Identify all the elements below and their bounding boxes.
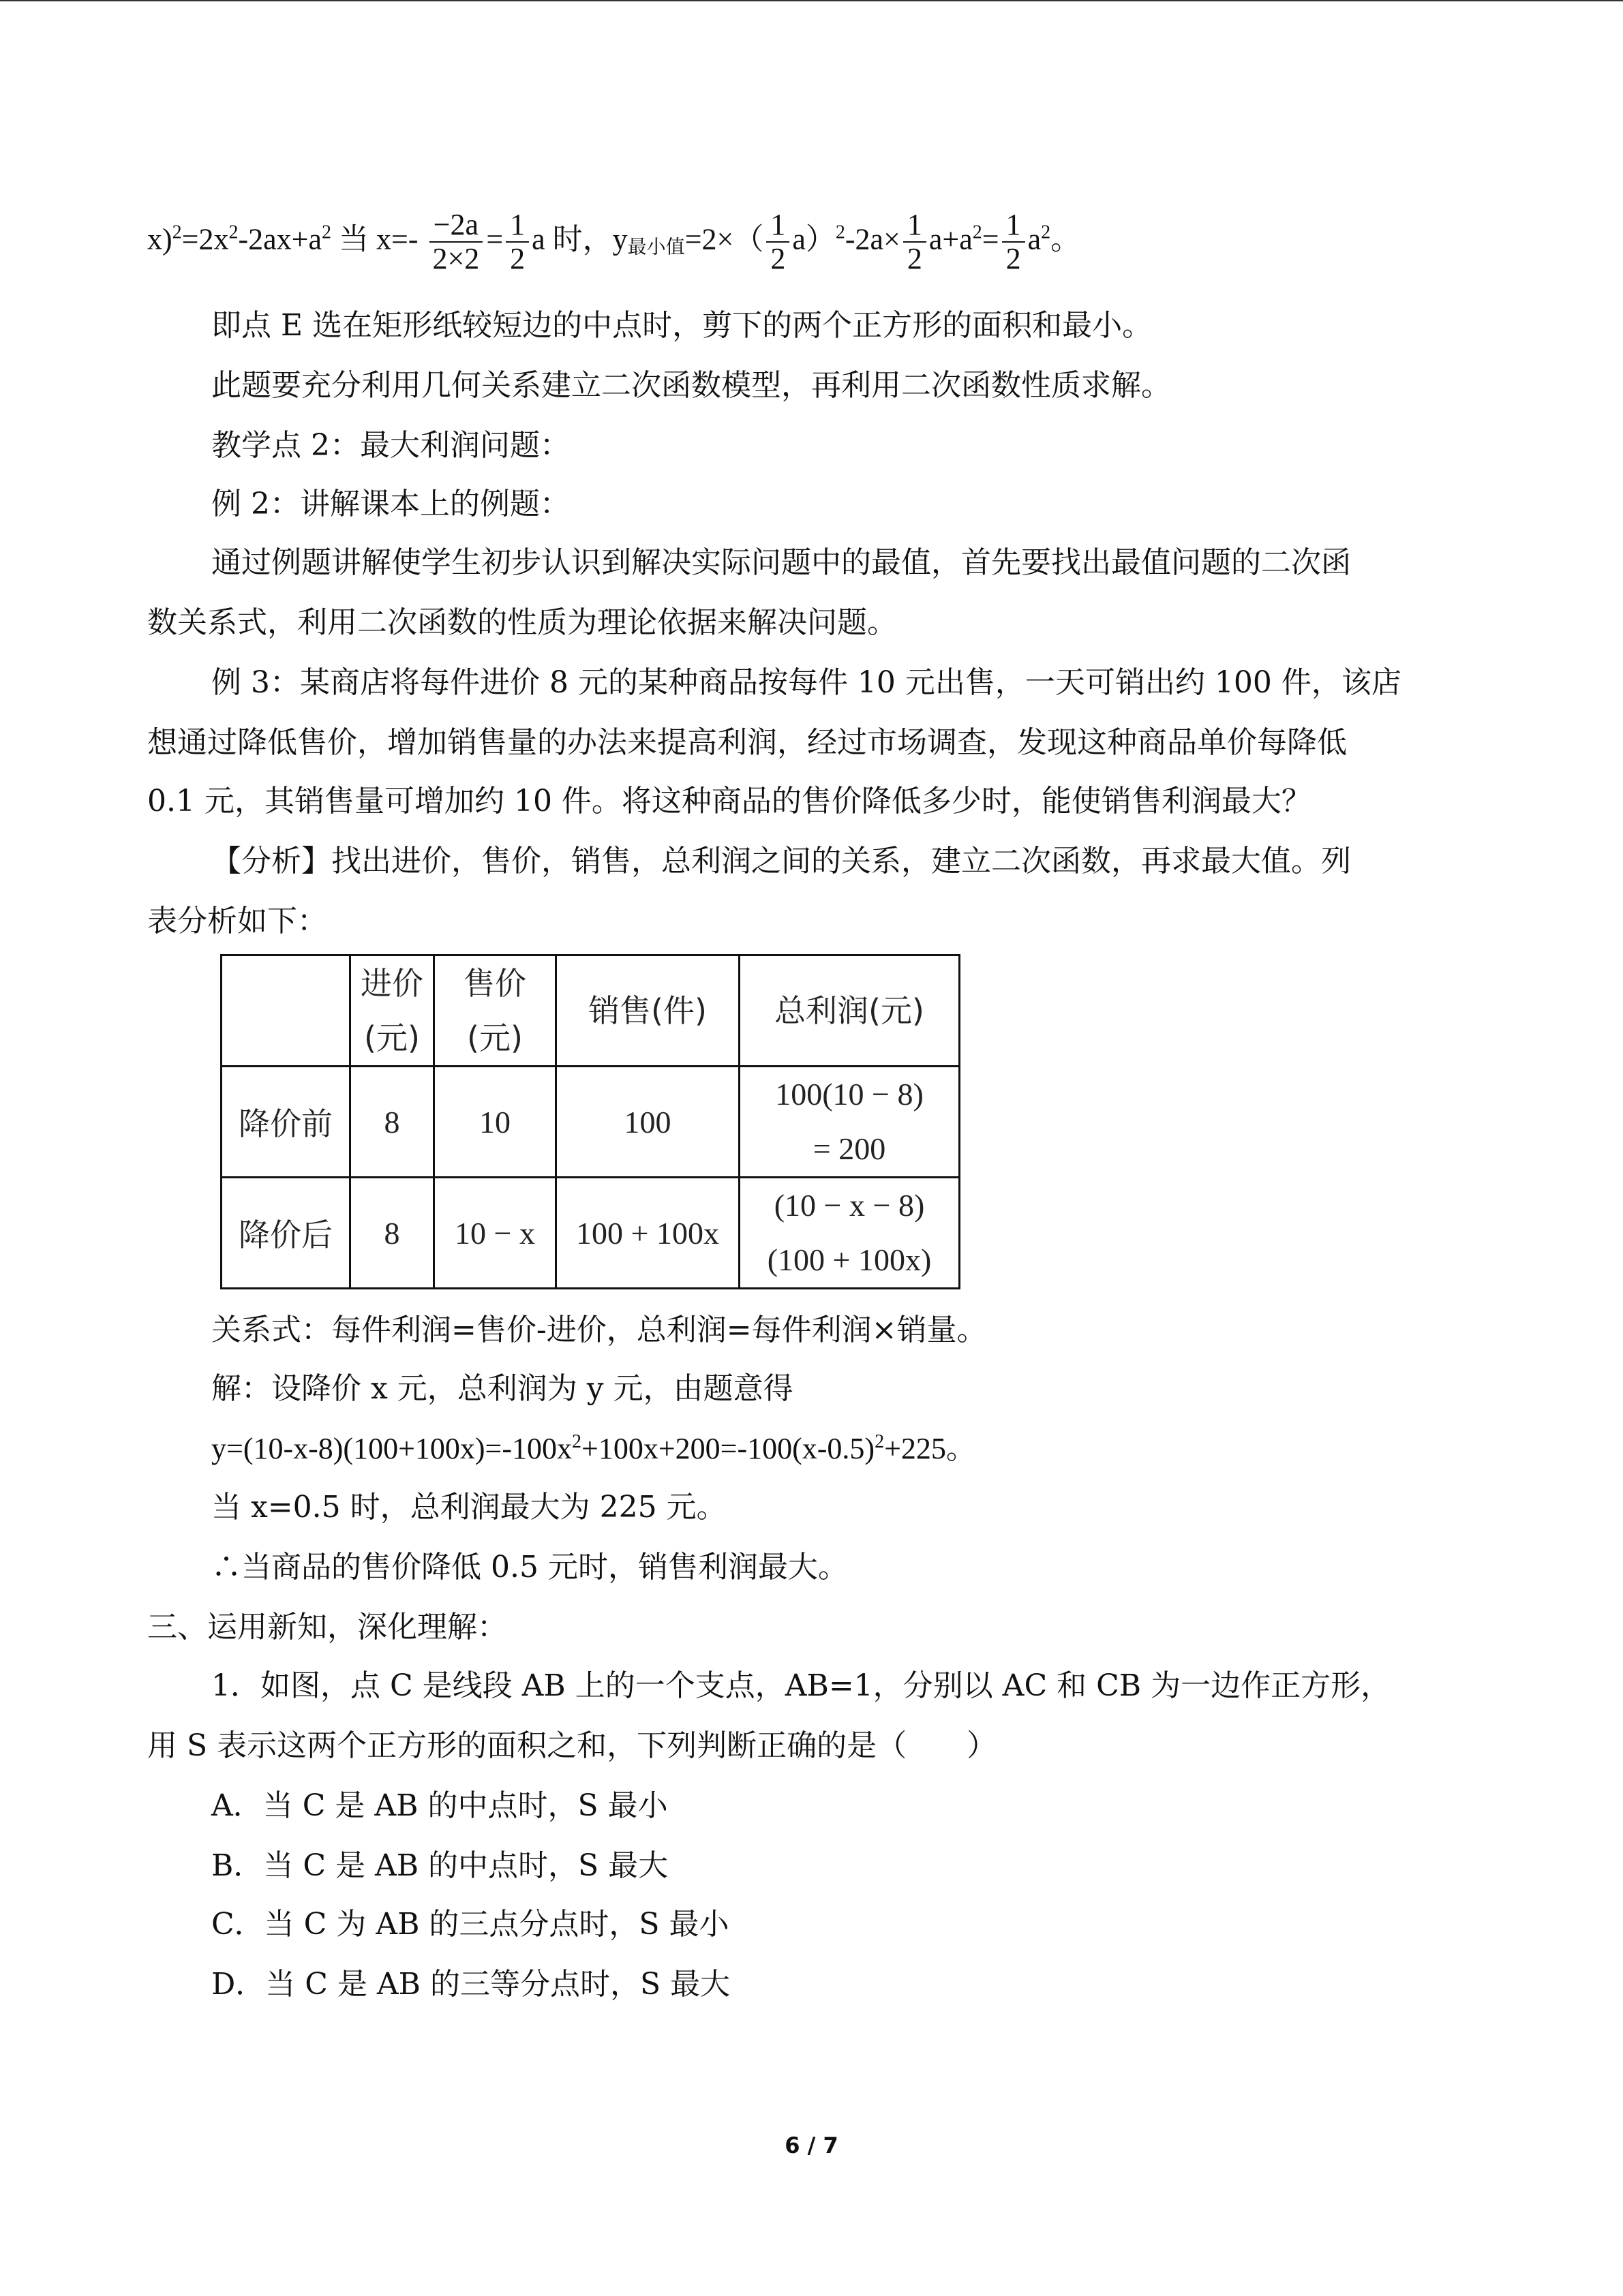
table-cell: 10: [434, 1067, 556, 1178]
exponent: 2: [835, 221, 845, 243]
fraction: [903, 209, 926, 276]
paragraph: 数关系式，利用二次函数的性质为理论依据来解决问题。: [147, 605, 897, 640]
equation-text: y=(10-x-8)(100+100x)=-100x: [211, 1432, 573, 1465]
formula-text: -2a×: [845, 222, 900, 256]
exponent: 2: [972, 221, 982, 243]
exponent: 2: [228, 221, 239, 243]
page-number: 6 / 7: [785, 2132, 838, 2158]
option-b: B．当 C 是 AB 的中点时，S 最大: [211, 1848, 669, 1883]
paragraph: 想通过降低售价，增加销售量的办法来提高利润，经过市场调查，发现这种商品单价每降低: [147, 725, 1347, 760]
table-cell: 100(10 − 8) = 200: [740, 1067, 960, 1178]
table-cell: 100 + 100x: [556, 1178, 740, 1289]
formula-text: =2x: [181, 222, 229, 256]
formula-text: a+a: [928, 222, 973, 256]
paragraph: 即点 E 选在矩形纸较短边的中点时，剪下的两个正方形的面积和最小。: [211, 308, 1153, 343]
paragraph: 0.1 元，其销售量可增加约 10 件。将这种商品的售价降低多少时，能使销售利润最大？: [147, 784, 1311, 818]
formula-line: [147, 209, 1476, 277]
table-cell: (10 − x − 8) (100 + 100x): [740, 1178, 960, 1289]
formula-text: -2ax+a: [238, 222, 322, 256]
subscript-label: 最小值: [627, 236, 685, 258]
analysis-table: [220, 954, 960, 1289]
fraction-numerator: 1: [766, 209, 789, 243]
paragraph: 【分析】找出进价，售价，销售，总利润之间的关系，建立二次函数，再求最大值。列: [211, 844, 1351, 878]
option-c: C．当 C 为 AB 的三点分点时，S 最小: [211, 1907, 729, 1942]
equation-text: +100x+200=-100(x-0.5): [581, 1432, 875, 1465]
fraction-denominator: 2: [907, 242, 922, 276]
table-header-cell: 销售(件): [556, 955, 740, 1067]
table-header-row: [222, 955, 960, 1067]
paragraph: 关系式：每件利润=售价-进价，总利润=每件利润×销量。: [211, 1313, 987, 1347]
section-heading: 三、运用新知，深化理解：: [147, 1610, 507, 1644]
fraction: [1002, 209, 1025, 276]
fraction: [766, 209, 789, 276]
option-a: A．当 C 是 AB 的中点时，S 最小: [211, 1788, 668, 1823]
formula-text: =: [982, 222, 999, 256]
paragraph: 通过例题讲解使学生初步认识到解决实际问题中的最值，首先要找出最值问题的二次函: [211, 545, 1351, 580]
fraction: [506, 209, 529, 276]
fraction-denominator: 2: [1005, 242, 1021, 276]
formula-text: =2×（: [684, 222, 764, 256]
paragraph: ∴当商品的售价降低 0.5 元时，销售利润最大。: [211, 1550, 848, 1585]
exponent: 2: [875, 1431, 885, 1452]
example-heading: 例 2：讲解课本上的例题：: [211, 487, 570, 521]
exponent: 2: [572, 1431, 582, 1452]
equation-line: [211, 1419, 1476, 1479]
paragraph: 当 x=0.5 时，总利润最大为 225 元。: [211, 1490, 727, 1525]
table-cell: 8: [350, 1067, 434, 1178]
table-row: [222, 1178, 960, 1289]
formula-text: =: [486, 222, 504, 256]
table-cell: 10 − x: [434, 1178, 556, 1289]
table-header-cell: 总利润(元): [740, 955, 960, 1067]
option-d: D．当 C 是 AB 的三等分点时，S 最大: [211, 1967, 731, 2002]
table-header-cell: 进价 (元): [350, 955, 434, 1067]
fraction-numerator: 1: [506, 209, 529, 243]
formula-text: x): [147, 222, 172, 256]
fraction-denominator: 2×2: [432, 242, 480, 276]
paragraph: 表分析如下：: [147, 904, 327, 938]
section-heading: 教学点 2：最大利润问题：: [211, 428, 570, 463]
table-cell: 降价后: [222, 1178, 350, 1289]
table-row: [222, 1067, 960, 1178]
fraction-numerator: −2a: [429, 209, 483, 243]
table-header-cell: [222, 955, 350, 1067]
paragraph: 例 3：某商店将每件进价 8 元的某种商品按每件 10 元出售，一天可销出约 100 件，该店: [211, 665, 1401, 700]
formula-text: a: [1027, 222, 1042, 256]
paragraph: 此题要充分利用几何关系建立二次函数模型，再利用二次函数性质求解。: [211, 368, 1171, 403]
fraction-denominator: 2: [510, 242, 526, 276]
table-cell: 降价前: [222, 1067, 350, 1178]
fraction: [428, 209, 483, 276]
formula-text: 。: [1050, 222, 1081, 256]
paragraph: 解：设降价 x 元，总利润为 y 元，由题意得: [211, 1371, 793, 1406]
fraction-numerator: 1: [1002, 209, 1025, 243]
formula-text: a）: [792, 222, 836, 256]
table-cell: 100: [556, 1067, 740, 1178]
formula-text: a 时，y: [532, 222, 628, 256]
table-cell: 8: [350, 1178, 434, 1289]
fraction-denominator: 2: [770, 242, 786, 276]
question-text: 用 S 表示这两个正方形的面积之和，下列判断正确的是（ ）: [147, 1728, 997, 1763]
table-header-cell: 售价 (元): [434, 955, 556, 1067]
exponent: 2: [322, 221, 332, 243]
exponent: 2: [172, 221, 182, 243]
exponent: 2: [1041, 221, 1051, 243]
equation-text: +225。: [884, 1432, 976, 1465]
question-text: 1．如图，点 C 是线段 AB 上的一个支点，AB=1，分别以 AC 和 CB 为一边作正方形，: [211, 1668, 1391, 1703]
fraction-numerator: 1: [903, 209, 926, 243]
formula-text: 当 x=-: [331, 222, 419, 256]
